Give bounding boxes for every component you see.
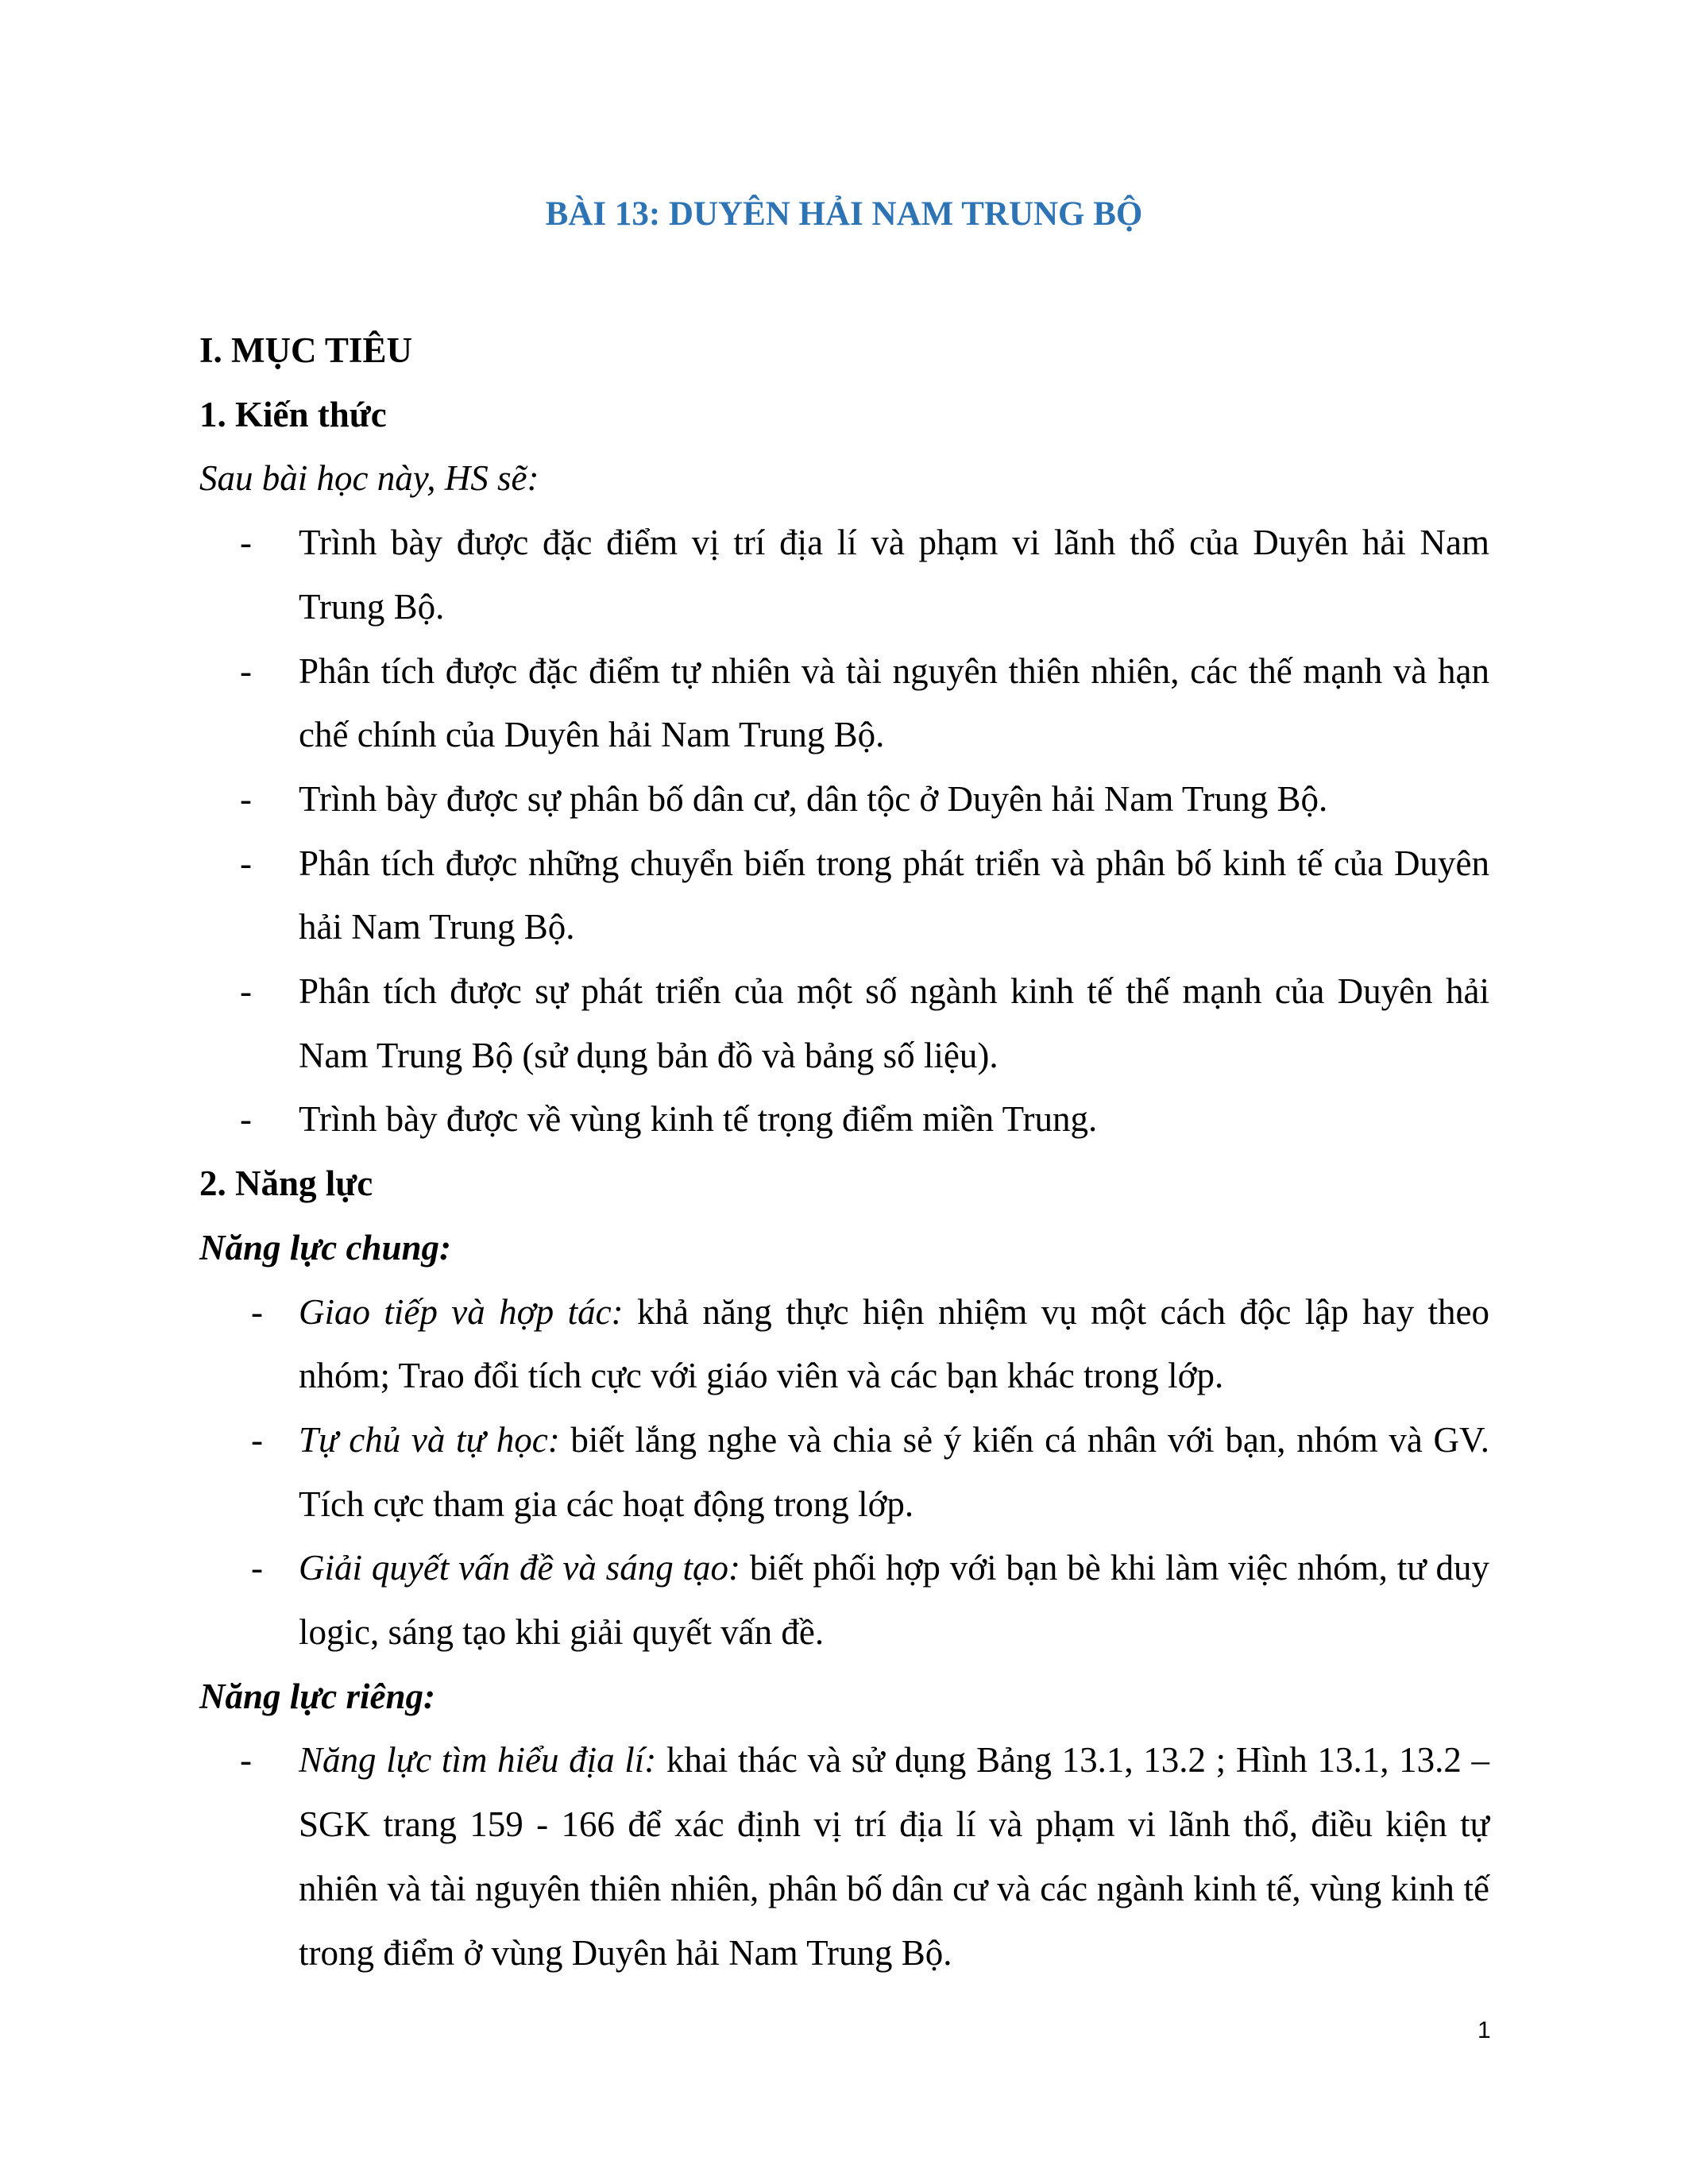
bullet-dash: - (240, 650, 252, 691)
item-text: Trình bày được đặc điểm vị trí địa lí và phạm vi lãnh thổ của Duyên hải Nam Trung Bộ. (299, 523, 1489, 627)
list-item (199, 1728, 1489, 1985)
item-text: biết lắng nghe và chia sẻ ý kiến cá nhân với bạn, nhóm và GV. Tích cực tham gia các hoạt động trong lớp. (299, 1419, 1489, 1524)
list-item (199, 832, 1489, 959)
page-number: 1 (1477, 2017, 1491, 2043)
item-text: Phân tích được đặc điểm tự nhiên và tài nguyên thiên nhiên, các thế mạnh và hạn chế chính của Duyên hải Nam Trung Bộ. (299, 650, 1489, 755)
bullet-dash: - (240, 1740, 252, 1781)
item-text: khai thác và sử dụng Bảng 13.1, 13.2 ; Hình 13.1, 13.2 – SGK trang 159 - 166 để xác định vị trí địa lí và phạm vi lãnh thổ, điều kiện tự nhiên và tài nguyên thiên nhiên, phân bố dân cư và các ngành kinh tế, vùng kinh tế trong điểm ở vùng Duyên hải Nam Trung Bộ. (299, 1740, 1489, 1973)
document-title: BÀI 13: DUYÊN HẢI NAM TRUNG BỘ (545, 195, 1143, 233)
list-item (199, 1536, 1489, 1664)
list-item (199, 1408, 1489, 1536)
item-text: Phân tích được sự phát triển của một số ngành kinh tế thế mạnh của Duyên hải Nam Trung Bộ (sử dụng bản đồ và bảng số liệu). (299, 971, 1489, 1075)
subsection-heading: 1. Kiến thức (199, 394, 387, 434)
item-text: biết phối hợp với bạn bè khi làm việc nhóm, tư duy logic, sáng tạo khi giải quyết vấn đề. (299, 1548, 1489, 1653)
bullet-dash: - (251, 1548, 263, 1588)
bullet-dash: - (240, 971, 252, 1012)
item-label: Năng lực tìm hiểu địa lí: (299, 1740, 657, 1781)
bullet-dash: - (240, 778, 252, 819)
specific-competence-heading: Năng lực riêng: (199, 1676, 435, 1716)
item-text: Trình bày được sự phân bố dân cư, dân tộc ở Duyên hải Nam Trung Bộ. (299, 778, 1328, 819)
list-item (199, 639, 1489, 767)
section-heading: I. MỤC TIÊU (199, 330, 412, 370)
knowledge-list (199, 511, 1489, 1152)
bullet-dash: - (251, 1291, 263, 1332)
list-item (199, 1280, 1489, 1408)
item-label: Tự chủ và tự học: (299, 1419, 560, 1460)
list-item (199, 767, 1489, 832)
item-text: Trình bày được về vùng kinh tế trọng điểm miền Trung. (299, 1099, 1098, 1140)
item-text: khả năng thực hiện nhiệm vụ một cách độc lập hay theo nhóm; Trao đổi tích cực với giáo viên và các bạn khác trong lớp. (299, 1291, 1489, 1396)
item-label: Giao tiếp và hợp tác: (299, 1291, 624, 1332)
item-text: Phân tích được những chuyển biến trong phát triển và phân bố kinh tế của Duyên hải Nam Trung Bộ. (299, 843, 1489, 947)
general-competence-heading: Năng lực chung: (199, 1227, 451, 1268)
list-item (199, 511, 1489, 639)
specific-list (199, 1728, 1489, 1985)
bullet-dash: - (240, 523, 252, 563)
list-item (199, 959, 1489, 1087)
document-body (199, 318, 1489, 1985)
bullet-dash: - (240, 843, 252, 883)
intro-text: Sau bài học này, HS sẽ: (199, 458, 539, 499)
bullet-dash: - (240, 1099, 252, 1140)
item-label: Giải quyết vấn đề và sáng tạo: (299, 1548, 741, 1588)
bullet-dash: - (251, 1419, 263, 1460)
subsection-heading: 2. Năng lực (199, 1163, 373, 1204)
general-list (199, 1280, 1489, 1665)
list-item (199, 1087, 1489, 1152)
